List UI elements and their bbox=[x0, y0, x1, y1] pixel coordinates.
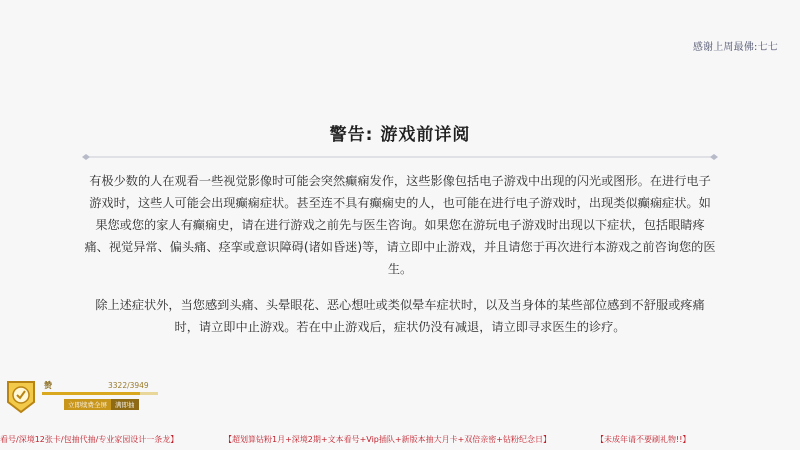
ticker-item: 看号/深境12张卡/包抽代抽/专业家园设计一条龙】 bbox=[0, 435, 179, 444]
top-right-note: 感谢上周最佛:七七 bbox=[692, 42, 778, 53]
warning-title: 警告: 游戏前详阅 bbox=[329, 125, 471, 145]
divider-right-ornament bbox=[710, 154, 718, 160]
ticker-item: 【超划算钻粉1月+深境2期+文本看号+Vip插队+新版本抽大月卡+双倍亲密+钻粉纪念日】 bbox=[224, 435, 551, 444]
bottom-ticker bbox=[0, 432, 800, 446]
warning-paragraph-2: 除上述症状外，当您感到头痛、头晕眼花、恶心想吐或类似晕车症状时，以及当身体的某些部位感到不舒服或疼痛时，请立即中止游戏。若在中止游戏后，症状仍没有减退，请立即寻求医生的诊疗。 bbox=[95, 298, 705, 334]
badge-buttons bbox=[64, 399, 139, 410]
badge-progress-text: 3322/3949 bbox=[108, 381, 149, 390]
fan-badge-icon bbox=[4, 378, 38, 414]
fan-badge-card[interactable] bbox=[2, 378, 162, 416]
badge-progress-fill bbox=[42, 392, 140, 395]
badge-progress-bar bbox=[42, 392, 158, 395]
warning-body bbox=[84, 170, 716, 338]
warning-paragraph-1: 有极少数的人在观看一些视觉影像时可能会突然癫痫发作，这些影像包括电子游戏中出现的闪光或图形。在进行电子游戏时，这些人可能会出现癫痫症状。甚至连不具有癫痫史的人，也可能在进行电子游戏时，出现类似癫痫症状。如果您或您的家人有癫痫史，请在进行游戏之前先与医生咨询。如果您在游玩电子游戏时出现以下症状，包括眼睛疼痛、视觉异常、偏头痛、痉挛或意识障碍(诸如昏迷)等，请立即中止游戏，并且请您于再次进行本游戏之前咨询您的医生。 bbox=[84, 174, 716, 276]
title-divider bbox=[82, 152, 718, 162]
lottery-button[interactable]: 满即抽 bbox=[111, 399, 139, 410]
badge-name: 赞 bbox=[44, 381, 52, 390]
divider-left-ornament bbox=[82, 154, 90, 160]
renew-button[interactable]: 立即续费全屏 bbox=[64, 399, 111, 410]
ticker-item: 【未成年请不要刷礼物!!】 bbox=[596, 435, 691, 444]
